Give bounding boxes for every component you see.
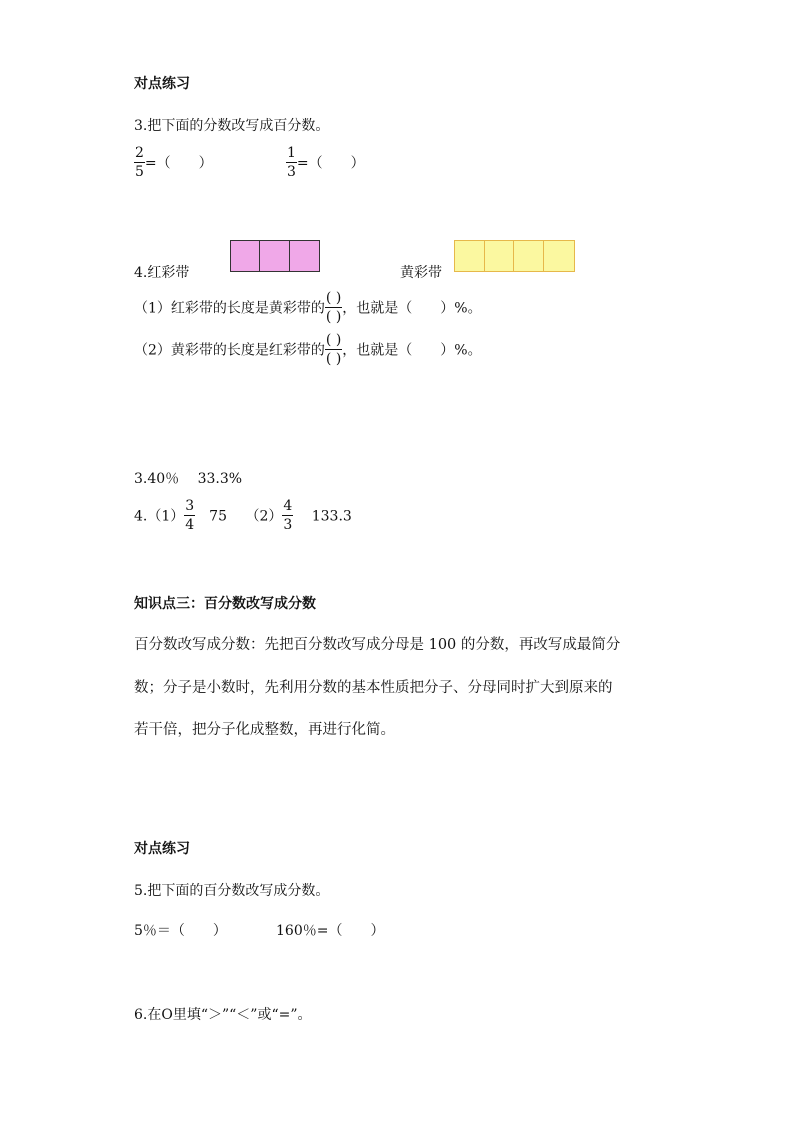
red-ribbon [230,240,320,272]
q6-prompt: 6.在O里填“＞”“＜”或“=”。 [134,1007,312,1023]
q5-item-b: 160％=（ ） [276,923,385,939]
q3-item-b [286,146,365,179]
answer-blank: =（ ） [296,155,365,172]
answer-blank: =（ ） [144,155,213,172]
ribbon-cell [290,241,319,271]
fraction-3-4: $\frac{3}{4}$ [185,498,195,533]
ribbon-cell [455,241,485,271]
q5-item-a: 5％＝（ ） [134,923,227,939]
ribbon-cell [514,241,544,271]
ribbon-cell [544,241,574,271]
ribbon-cell [485,241,515,271]
fraction-1-3: $\frac{1}{3}$ [287,145,296,180]
section-heading-2: 对点练习 [134,841,190,857]
q4-sub1: （1）红彩带的长度是黄彩带的 $\frac{( )}{( )}$ ，也就是（ ）%。 [134,290,482,325]
blank-fraction: $\frac{( )}{( )}$ [325,290,342,325]
answer-3: 3.40％ 33.3% [134,471,243,487]
ribbon-cell [260,241,289,271]
knowledge-line-2: 数；分子是小数时，先利用分数的基本性质把分子、分母同时扩大到原来的 [134,680,613,696]
red-ribbon-label: 4.红彩带 [134,265,190,281]
yellow-ribbon-label: 黄彩带 [400,265,442,281]
knowledge-heading: 知识点三：百分数改写成分数 [134,596,316,612]
knowledge-line-3: 若干倍，把分子化成整数，再进行化简。 [134,722,395,738]
fraction-4-3: $\frac{4}{3}$ [283,498,293,533]
q4-sub2: （2）黄彩带的长度是红彩带的 $\frac{( )}{( )}$ ，也就是（ ）%。 [134,332,482,367]
blank-fraction: $\frac{( )}{( )}$ [325,332,342,367]
knowledge-line-1: 百分数改写成分数：先把百分数改写成分母是 100 的分数，再改写成最简分 [134,637,621,653]
q3-prompt: 3.把下面的分数改写成百分数。 [134,118,330,134]
fraction-2-5: $\frac{2}{5}$ [135,145,144,180]
yellow-ribbon [454,240,575,272]
q3-item-a [134,146,213,179]
section-heading-1: 对点练习 [134,76,190,92]
answer-4: 4.（1） $\frac{3}{4}$ 75 （2） $\frac{4}{3}$ 133.3 [134,498,352,533]
q5-prompt: 5.把下面的百分数改写成分数。 [134,883,330,899]
ribbon-cell [231,241,260,271]
